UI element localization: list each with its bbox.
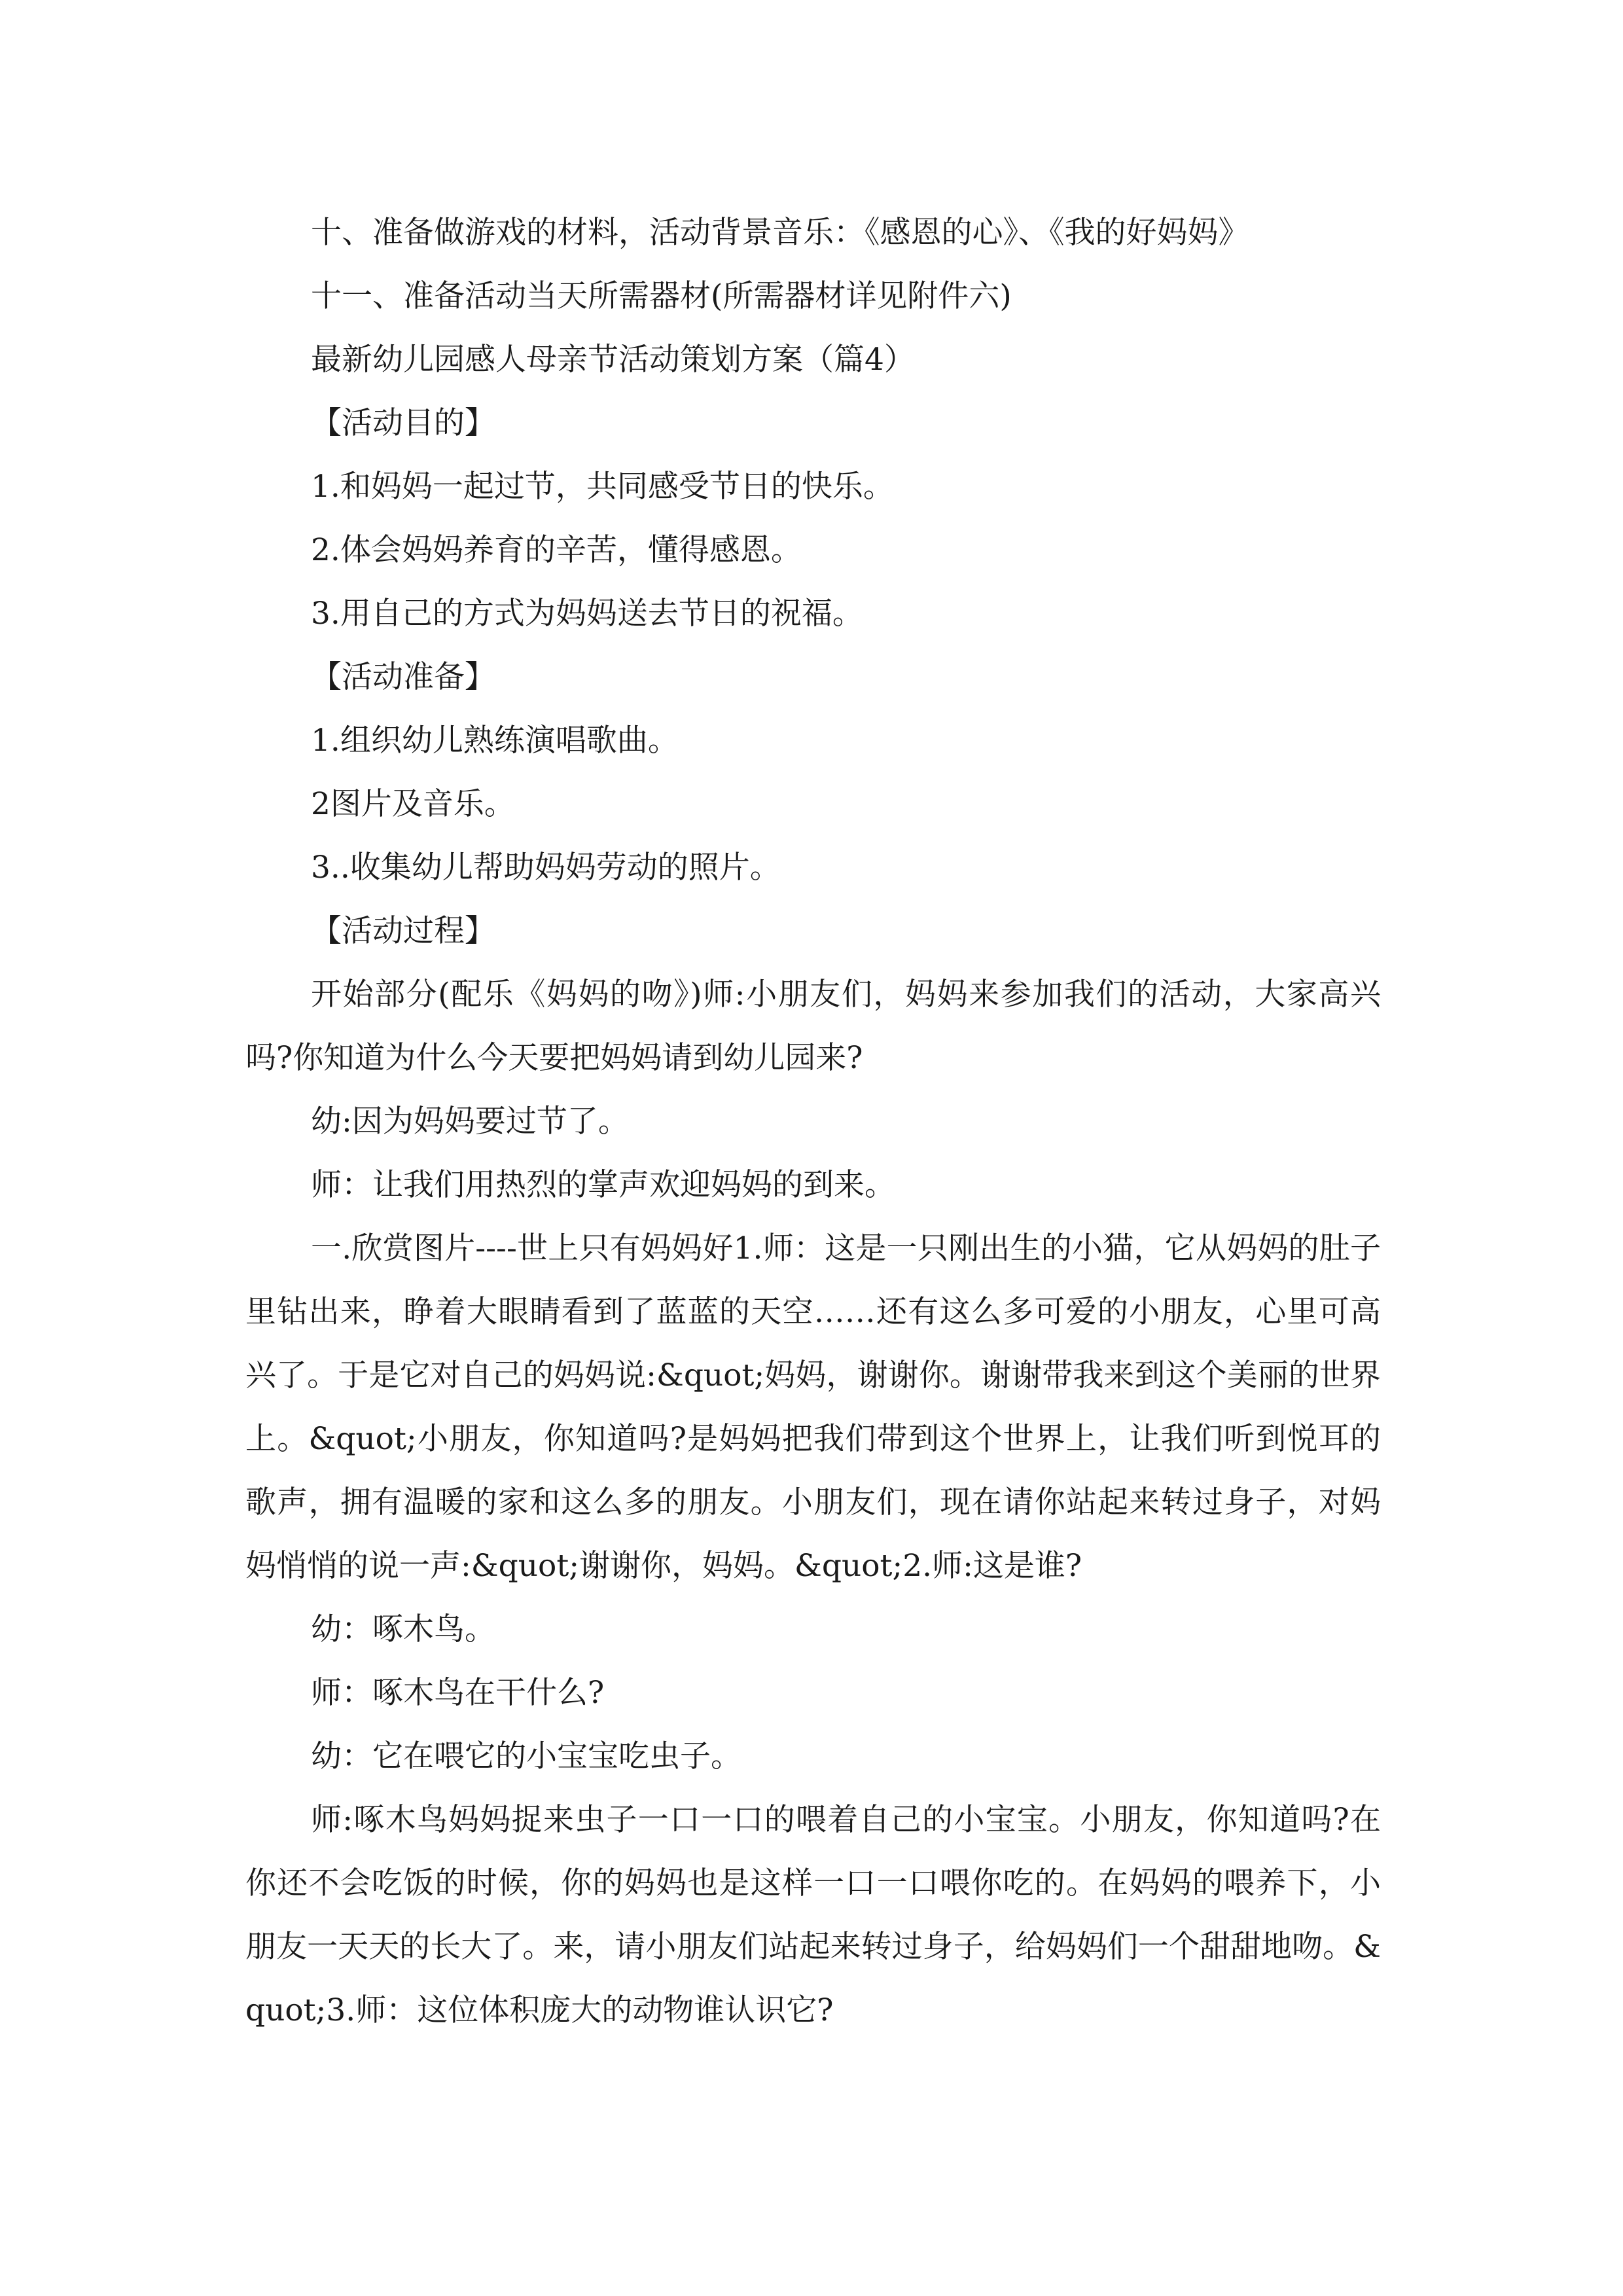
dialogue-line: 师：啄木鸟在干什么? (311, 1675, 605, 1711)
paragraph-materials: 十、准备做游戏的材料，活动背景音乐：《感恩的心》、《我的好妈妈》 (311, 215, 1249, 251)
paragraph-opening: 开始部分(配乐《妈妈的吻》)师:小朋友们，妈妈来参加我们的活动，大家高兴吗?你知道为什么今天要把妈妈请到幼儿园来? (245, 977, 1381, 1076)
heading-activity-goals: 【活动目的】 (311, 405, 495, 441)
goal-item-3: 3.用自己的方式为妈妈送去节日的祝福。 (311, 596, 863, 632)
document-body (245, 201, 1381, 2042)
dialogue-line: 幼：啄木鸟。 (311, 1611, 495, 1647)
paragraph-picture-appreciation: 一.欣赏图片----世上只有妈妈好1.师：这是一只刚出生的小猫，它从妈妈的肚子里钻出来，睁着大眼睛看到了蓝蓝的天空……还有这么多可爱的小朋友，心里可高兴了。于是它对自己的妈妈说:&quot;妈妈，谢谢你。谢谢带我来到这个美丽的世界上。&quot;小朋友，你知道吗?是妈妈把我们带到这个世界上，让我们听到悦耳的歌声，拥有温暖的家和这么多的朋友。小朋友们，现在请你站起来转过身子，对妈妈悄悄的说一声:&quot;谢谢你，妈妈。&quot;2.师:这是谁? (245, 1230, 1381, 1584)
dialogue-line: 幼:因为妈妈要过节了。 (311, 1103, 629, 1139)
goal-item-2: 2.体会妈妈养育的辛苦，懂得感恩。 (311, 532, 802, 568)
dialogue-line: 师：让我们用热烈的掌声欢迎妈妈的到来。 (311, 1167, 895, 1203)
section-title: 最新幼儿园感人母亲节活动策划方案（篇4） (311, 342, 915, 378)
preparation-item-2: 2图片及音乐。 (311, 786, 515, 822)
preparation-item-3: 3..收集幼儿帮助妈妈劳动的照片。 (311, 850, 781, 886)
heading-activity-preparation: 【活动准备】 (311, 659, 495, 695)
paragraph-woodpecker: 师:啄木鸟妈妈捉来虫子一口一口的喂着自己的小宝宝。小朋友，你知道吗?在你还不会吃饭的时候，你的妈妈也是这样一口一口喂你吃的。在妈妈的喂养下，小朋友一天天的长大了。来，请小朋友们站起来转过身子，给妈妈们一个甜甜地吻。&quot;3.师：这位体积庞大的动物谁认识它? (245, 1802, 1381, 2028)
paragraph-equipment: 十一、准备活动当天所需器材(所需器材详见附件六) (311, 278, 1012, 314)
dialogue-line: 幼：它在喂它的小宝宝吃虫子。 (311, 1738, 741, 1774)
heading-activity-process: 【活动过程】 (311, 913, 495, 949)
preparation-item-1: 1.组织幼儿熟练演唱歌曲。 (311, 723, 679, 759)
goal-item-1: 1.和妈妈一起过节，共同感受节日的快乐。 (311, 469, 894, 505)
